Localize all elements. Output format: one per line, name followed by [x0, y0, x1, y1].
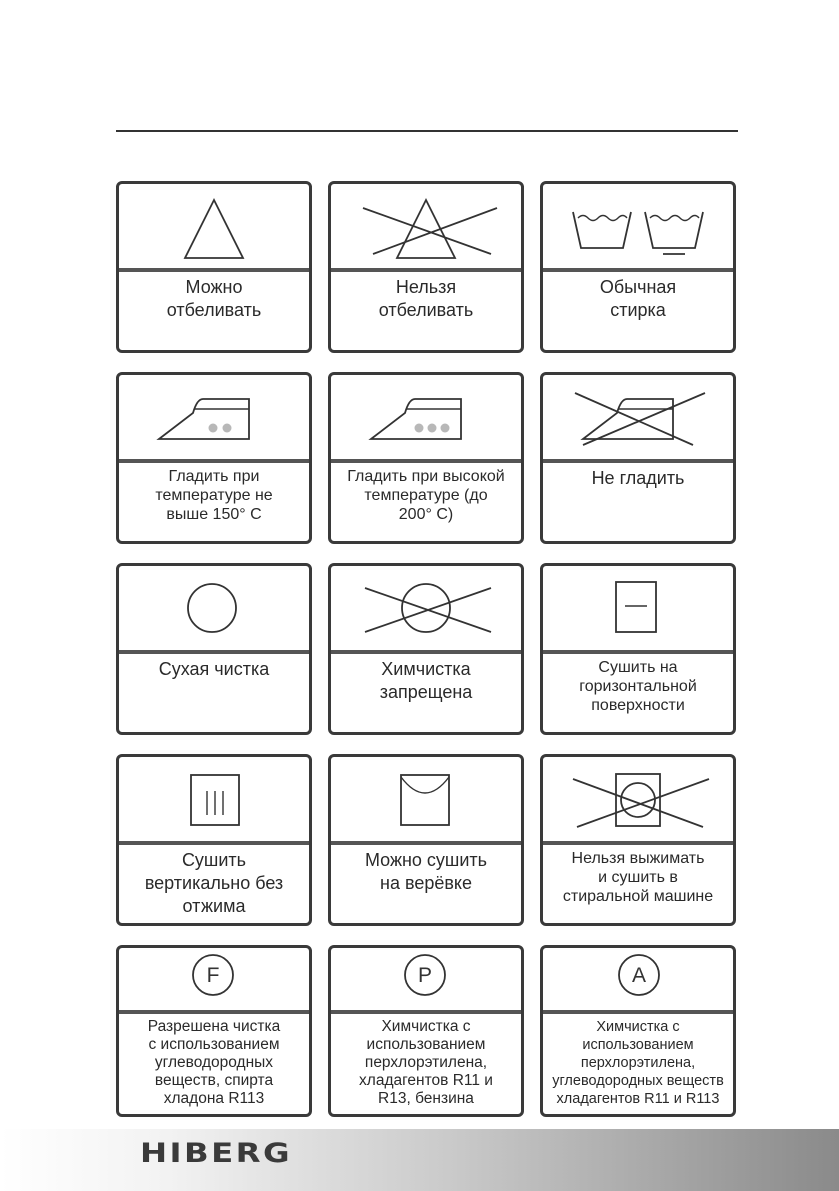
drip-dry-icon	[119, 757, 309, 841]
symbol-label: Сушить вертикально без отжима	[144, 850, 284, 916]
divider	[543, 1010, 733, 1014]
card-no-bleach	[328, 181, 524, 353]
symbol-label: Не гладить	[591, 468, 685, 488]
divider	[331, 841, 521, 845]
circle-letter: A	[631, 964, 647, 987]
circle-letter: P	[417, 964, 433, 987]
card-no-iron	[540, 372, 736, 544]
symbol-label: Можно отбеливать	[166, 277, 262, 320]
no-iron-icon	[543, 375, 733, 459]
divider	[119, 1010, 309, 1014]
divider	[331, 650, 521, 654]
card-normal-wash	[540, 181, 736, 353]
iron-three-dots-icon	[331, 375, 521, 459]
symbol-label: Обычная стирка	[599, 277, 677, 320]
iron-two-dots-icon	[119, 375, 309, 459]
top-rule	[116, 130, 738, 132]
symbol-label: Гладить при температуре не выше 150° С	[155, 468, 273, 523]
card-bleach-allowed	[116, 181, 312, 353]
divider	[543, 459, 733, 463]
card-iron-high	[328, 372, 524, 544]
wash-tub-icon	[543, 184, 733, 268]
card-line-dry	[328, 754, 524, 926]
divider	[543, 650, 733, 654]
symbol-label: Сушить на горизонтальной поверхности	[579, 659, 697, 714]
symbol-label: Химчистка запрещена	[379, 659, 473, 702]
symbol-label: Можно сушить на верёвке	[364, 850, 488, 893]
dry-flat-icon	[543, 566, 733, 650]
card-no-dry-clean	[328, 563, 524, 735]
card-no-tumble-dry	[540, 754, 736, 926]
divider	[119, 268, 309, 272]
card-dry-clean-p	[328, 945, 524, 1117]
card-iron-medium	[116, 372, 312, 544]
divider	[331, 268, 521, 272]
divider	[543, 268, 733, 272]
footer-bar	[0, 1129, 839, 1191]
divider	[119, 841, 309, 845]
symbol-label: Гладить при высокой температуре (до 200° С)	[347, 468, 505, 523]
divider	[331, 1010, 521, 1014]
symbol-label: Химчистка с использованием перхлорэтилена, углеводородных веществ хладагентов R11 и R113	[552, 1019, 724, 1107]
no-tumble-dry-icon	[543, 757, 733, 841]
card-drip-dry	[116, 754, 312, 926]
symbol-label: Нельзя отбеливать	[378, 277, 474, 320]
card-dry-flat	[540, 563, 736, 735]
card-dry-clean-a	[540, 945, 736, 1117]
bleach-triangle-icon	[119, 184, 309, 268]
card-dry-clean-f	[116, 945, 312, 1117]
circle-letter: F	[206, 964, 220, 987]
care-symbols-grid	[116, 181, 736, 1117]
divider	[119, 459, 309, 463]
divider	[119, 650, 309, 654]
no-bleach-icon	[331, 184, 521, 268]
symbol-label: Разрешена чистка с использованием углеводородных веществ, спирта хладона R113	[147, 1018, 281, 1107]
divider	[331, 459, 521, 463]
line-dry-icon	[331, 757, 521, 841]
symbol-label: Химчистка с использованием перхлорэтилена, хладагентов R11 и R13, бензина	[359, 1018, 493, 1107]
dry-clean-circle-icon	[119, 566, 309, 650]
brand-logo: HIBERG	[140, 1138, 292, 1169]
symbol-label: Нельзя выжимать и сушить в стиральной машине	[562, 850, 714, 905]
divider	[543, 841, 733, 845]
no-dry-clean-icon	[331, 566, 521, 650]
card-dry-clean	[116, 563, 312, 735]
symbol-label: Сухая чистка	[158, 659, 270, 679]
